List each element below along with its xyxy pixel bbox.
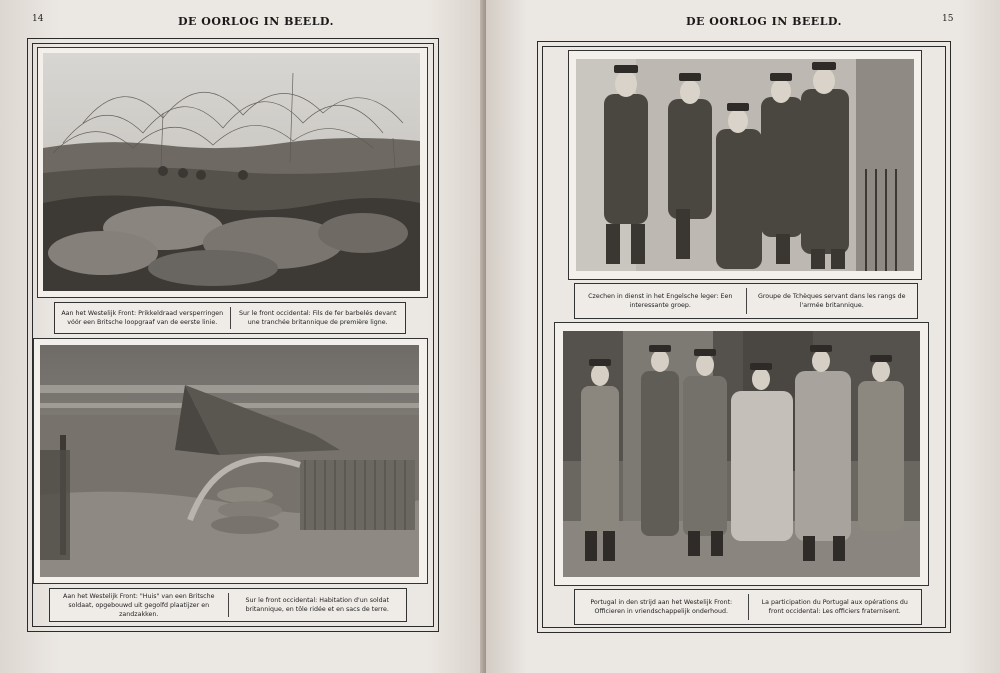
caption-french: Sur le front occidental: Habitation d'un soldat britannique, en tôle ridée et en sacs de terre. (245, 597, 389, 613)
caption-czech-group (574, 283, 918, 319)
page-number-right: 15 (942, 14, 954, 24)
photo-frame-czech-group (568, 50, 922, 280)
running-title-left: DE OORLOG IN BEELD. (178, 15, 334, 28)
right-page (486, 0, 1000, 673)
caption-portuguese-officers (574, 589, 922, 625)
photo-frame-barbed-wire (37, 47, 428, 298)
caption-french: Sur le front occidental: Fils de fer barbelés devant une tranchée britannique de première ligne. (239, 310, 397, 326)
caption-dutch: Portugal in den strijd aan het Westelijk Front: Officieren in vriendschappelijk onderhoud. (590, 599, 733, 615)
photo-soldier-hut (40, 345, 419, 577)
photo-portuguese-officers (563, 331, 920, 577)
photo-czech-soldiers-group (576, 59, 914, 271)
caption-french: La participation du Portugal aux opérations du front occidental: Les officiers fraternisent. (761, 599, 908, 615)
caption-dutch: Aan het Westelijk Front: "Huis" van een Britsche soldaat, opgebouwd uit gegolfd plaatijzer en zandzakken. (63, 592, 215, 618)
photo-frame-portuguese-officers (554, 322, 929, 586)
photo-frame-soldier-hut (33, 338, 428, 584)
caption-dutch: Czechen in dienst in het Engelsche leger: Een interessante groep. (588, 293, 733, 309)
page-number-left: 14 (32, 14, 44, 24)
running-title-right: DE OORLOG IN BEELD. (686, 15, 842, 28)
caption-french: Groupe de Tchèques servant dans les rangs de l'armée britannique. (757, 293, 906, 309)
left-page (0, 0, 486, 673)
caption-dutch: Aan het Westelijk Front: Prikkeldraad versperringen vóór een Britsche loopgraaf van de eerste linie. (61, 310, 224, 326)
photo-barbed-wire-trench (43, 53, 420, 291)
caption-soldier-hut (49, 588, 407, 622)
caption-barbed-wire (54, 302, 406, 334)
